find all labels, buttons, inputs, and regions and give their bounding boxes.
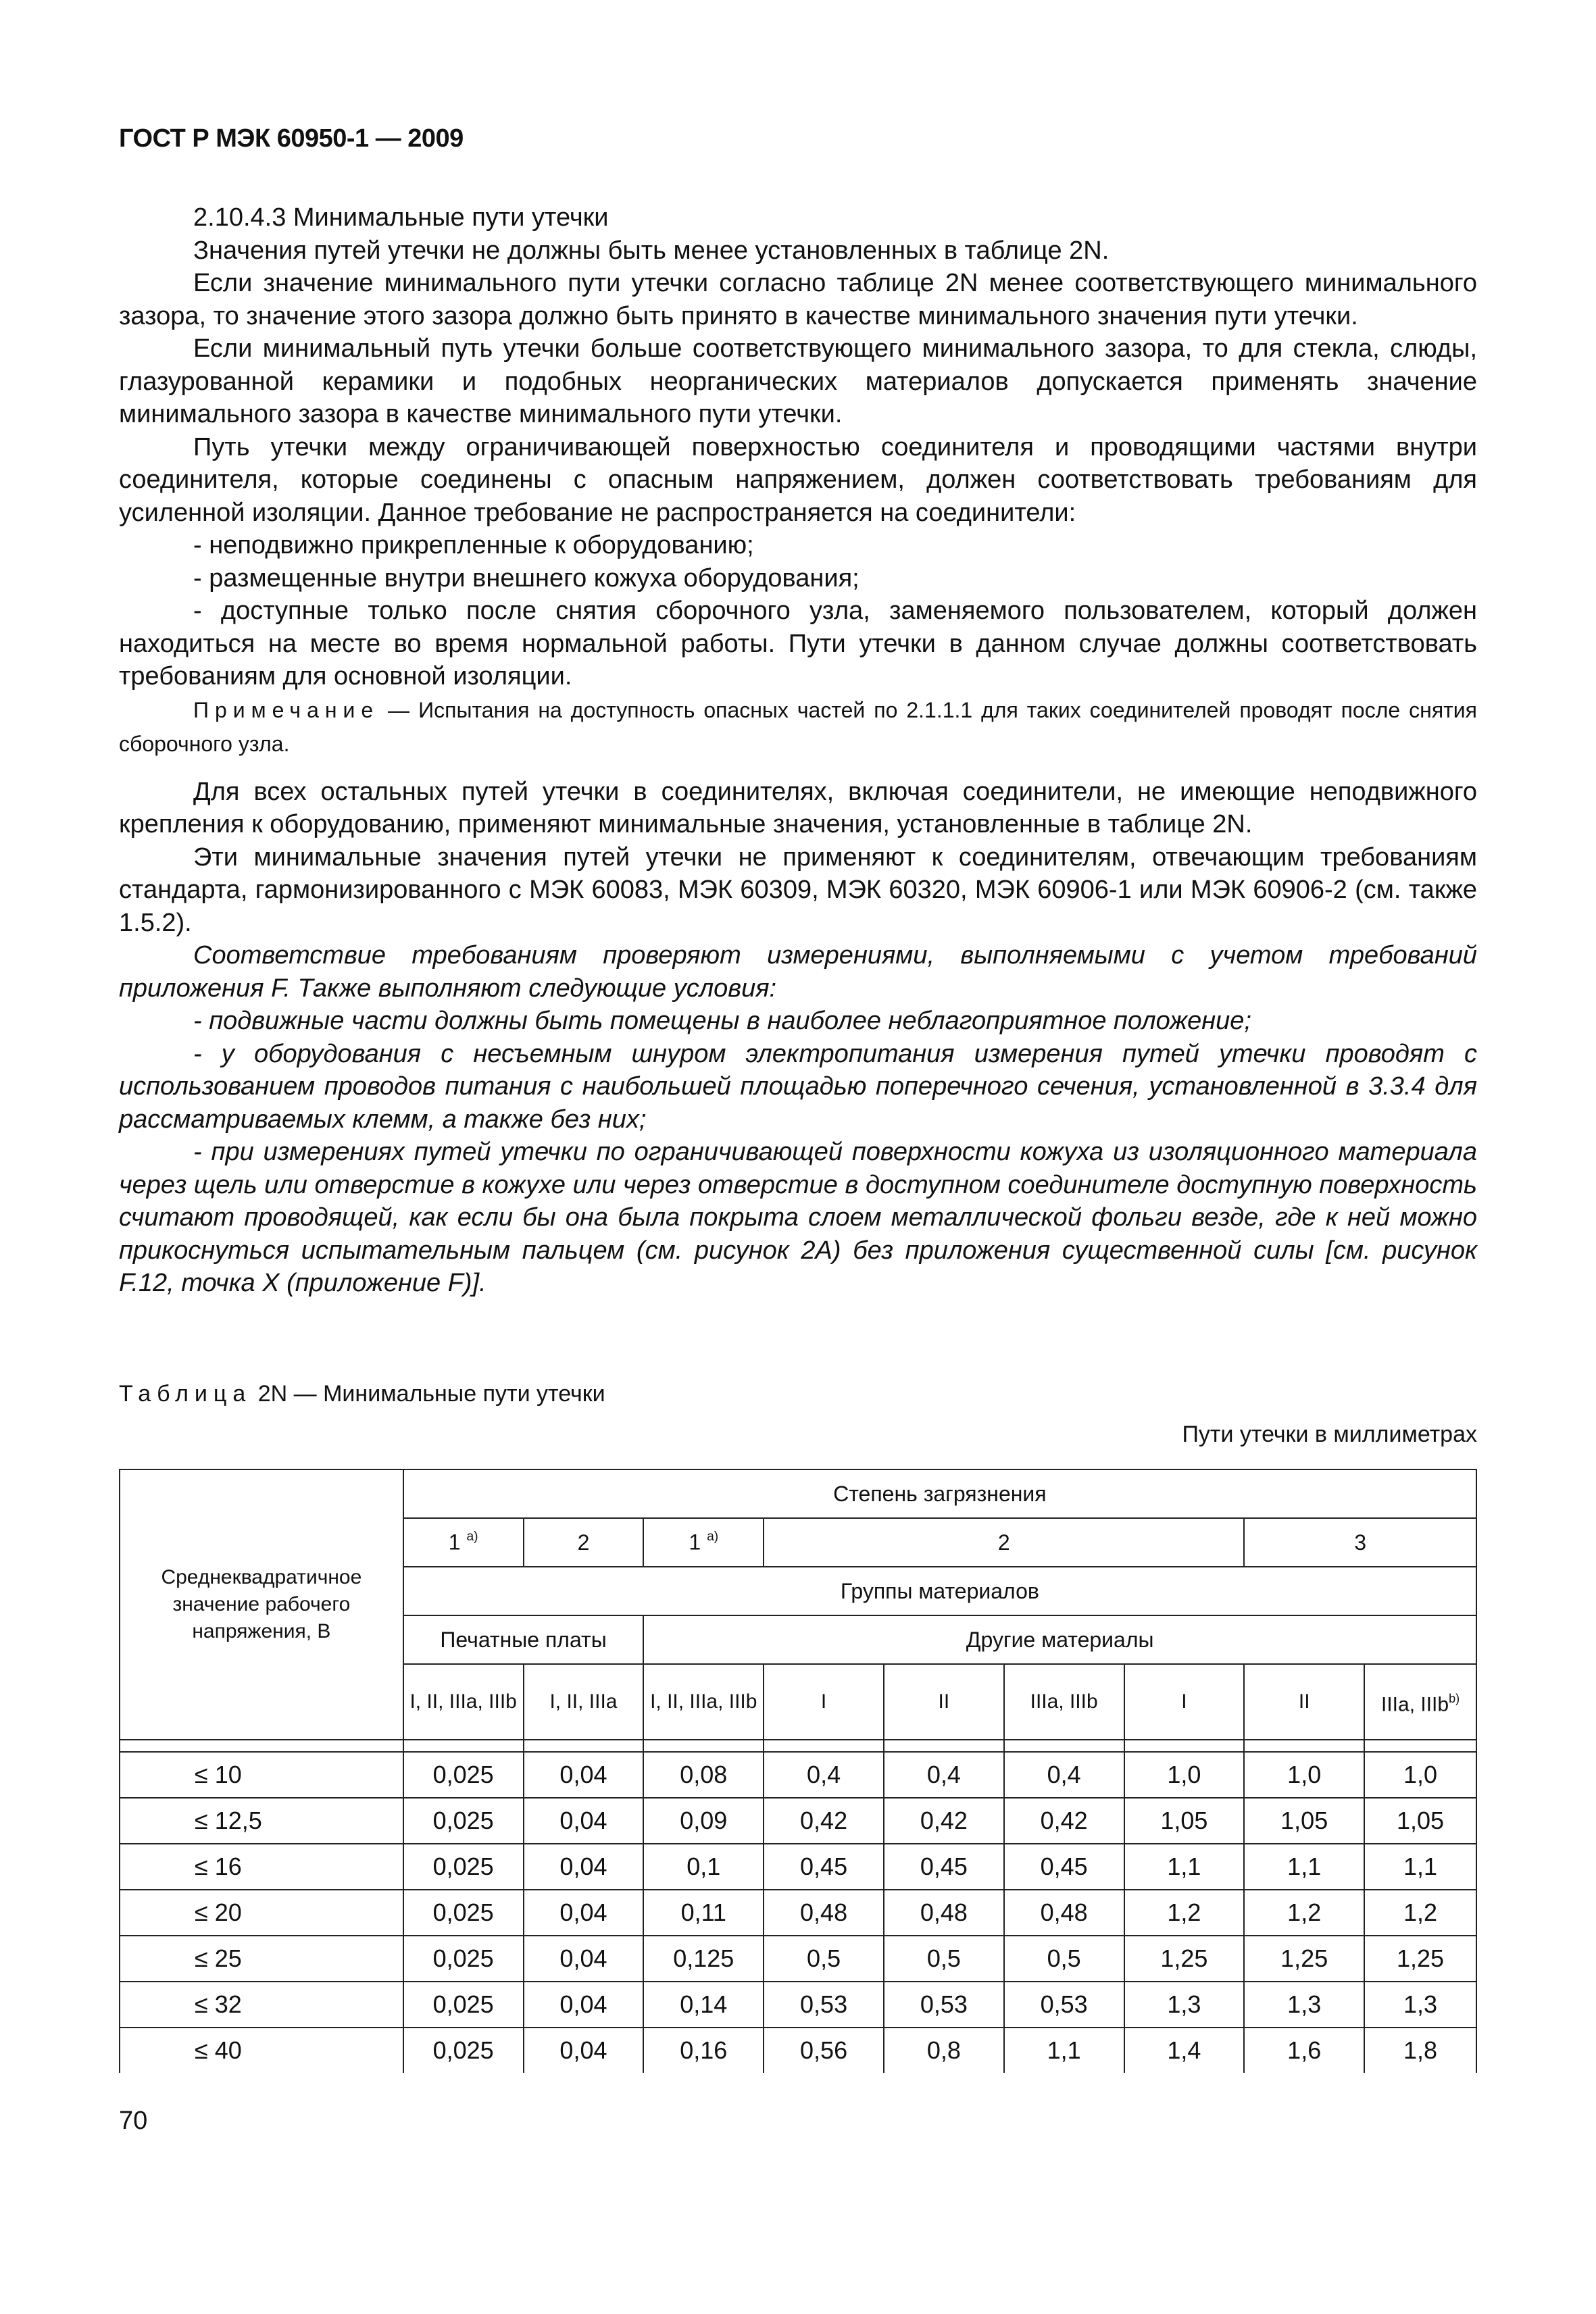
value-cell: 0,45 xyxy=(884,1844,1004,1890)
value-cell: 1,2 xyxy=(1364,1890,1476,1936)
value-cell: 0,11 xyxy=(643,1890,764,1936)
table-caption xyxy=(119,1381,605,1407)
table-row xyxy=(120,2028,1476,2073)
table-caption-label: Таблица xyxy=(119,1381,252,1407)
value-cell: 0,48 xyxy=(884,1890,1004,1936)
value-cell: 0,025 xyxy=(403,1982,524,2028)
paragraph: Для всех остальных путей утечки в соединителях, включая соединители, не имеющие неподвижного крепления к оборудованию, применяют минимальные значения, установленные в таблице 2N. xyxy=(119,777,1477,838)
value-cell: 1,1 xyxy=(1124,1844,1245,1890)
value-cell: 0,08 xyxy=(643,1752,764,1798)
value-cell: 0,1 xyxy=(643,1844,764,1890)
material-group: I xyxy=(764,1664,884,1740)
table-separator xyxy=(120,1740,1476,1752)
value-cell: 0,4 xyxy=(764,1752,884,1798)
value-cell: 1,25 xyxy=(1124,1936,1245,1982)
pollution-level: 1 $^{a)}$ xyxy=(643,1518,764,1567)
value-cell: 0,8 xyxy=(884,2028,1004,2073)
table-row xyxy=(120,1936,1476,1982)
value-cell: 1,05 xyxy=(1124,1798,1245,1844)
section-heading: 2.10.4.3 Минимальные пути утечки xyxy=(193,203,609,232)
value-cell: 1,1 xyxy=(1244,1844,1364,1890)
material-group: II xyxy=(1244,1664,1364,1740)
material-group: I xyxy=(1124,1664,1245,1740)
table-row xyxy=(120,1798,1476,1844)
value-cell: 1,0 xyxy=(1244,1752,1364,1798)
value-cell: 0,16 xyxy=(643,2028,764,2073)
table-row xyxy=(120,1982,1476,2028)
value-cell: 0,42 xyxy=(1004,1798,1124,1844)
value-cell: 0,48 xyxy=(764,1890,884,1936)
value-cell: 1,25 xyxy=(1244,1936,1364,1982)
value-cell: 0,04 xyxy=(524,1890,644,1936)
table-row xyxy=(120,1752,1476,1798)
value-cell: 0,125 xyxy=(643,1936,764,1982)
value-cell: 0,42 xyxy=(884,1798,1004,1844)
value-cell: 0,4 xyxy=(1004,1752,1124,1798)
value-cell: 1,0 xyxy=(1364,1752,1476,1798)
pollution-level: 2 xyxy=(524,1518,644,1567)
note-label: Примечание xyxy=(193,697,380,722)
voltage-cell: ≤ 10 xyxy=(120,1752,403,1798)
voltage-cell: ≤ 32 xyxy=(120,1982,403,2028)
value-cell: 1,05 xyxy=(1364,1798,1476,1844)
value-cell: 0,04 xyxy=(524,1752,644,1798)
value-cell: 1,1 xyxy=(1004,2028,1124,2073)
value-cell: 1,3 xyxy=(1244,1982,1364,2028)
value-cell: 0,04 xyxy=(524,1798,644,1844)
value-cell: 0,53 xyxy=(884,1982,1004,2028)
material-group: IIIa, IIIb$^{b)}$ xyxy=(1364,1664,1476,1740)
value-cell: 1,6 xyxy=(1244,2028,1364,2073)
document-header: ГОСТ Р МЭК 60950-1 — 2009 xyxy=(119,124,464,153)
table-header-row xyxy=(120,1469,1476,1518)
paragraph: Эти минимальные значения путей утечки не применяют к соединителям, отвечающим требованиям стандарта, гармонизированного с МЭК 60083, МЭК 60309, МЭК 60320, МЭК 60906-1 или МЭК 60906-2 (см. также 1.5.2). xyxy=(119,842,1477,937)
body-text xyxy=(119,201,1477,1300)
list-item: - размещенные внутри внешнего кожуха оборудования; xyxy=(193,563,859,593)
pollution-level: 2 xyxy=(764,1518,1244,1567)
value-cell: 0,45 xyxy=(1004,1844,1124,1890)
value-cell: 0,09 xyxy=(643,1798,764,1844)
table-caption-text: 2N — Минимальные пути утечки xyxy=(251,1381,605,1407)
value-cell: 0,04 xyxy=(524,1982,644,2028)
other-materials-header: Другие материалы xyxy=(643,1615,1476,1664)
value-cell: 0,04 xyxy=(524,1844,644,1890)
value-cell: 1,1 xyxy=(1364,1844,1476,1890)
list-item-italic: - подвижные части должны быть помещены в наиболее неблагоприятное положение; xyxy=(193,1007,1251,1035)
table-row xyxy=(120,1890,1476,1936)
pollution-level: 3 xyxy=(1244,1518,1476,1567)
value-cell: 0,025 xyxy=(403,2028,524,2073)
paragraph: Значения путей утечки не должны быть менее установленных в таблице 2N. xyxy=(193,236,1109,265)
value-cell: 0,5 xyxy=(884,1936,1004,1982)
value-cell: 1,3 xyxy=(1364,1982,1476,2028)
paragraph: Если минимальный путь утечки больше соответствующего минимального зазора, то для стекла, слюды, глазурованной керамики и подобных неорганических материалов допускается применять значение минимального зазора в качестве минимального пути утечки. xyxy=(119,334,1477,428)
value-cell: 0,48 xyxy=(1004,1890,1124,1936)
value-cell: 0,5 xyxy=(1004,1936,1124,1982)
list-item: - неподвижно прикрепленные к оборудованию; xyxy=(193,531,754,559)
voltage-cell: ≤ 25 xyxy=(120,1936,403,1982)
value-cell: 0,53 xyxy=(764,1982,884,2028)
pcb-header: Печатные платы xyxy=(403,1615,644,1664)
material-group: II xyxy=(884,1664,1004,1740)
value-cell: 0,025 xyxy=(403,1752,524,1798)
page-number: 70 xyxy=(119,2107,148,2135)
pollution-header: Степень загрязнения xyxy=(403,1469,1476,1518)
material-group: IIIa, IIIb xyxy=(1004,1664,1124,1740)
value-cell: 0,025 xyxy=(403,1890,524,1936)
material-group: I, II, IIIa xyxy=(524,1664,644,1740)
table-row xyxy=(120,1844,1476,1890)
value-cell: 0,56 xyxy=(764,2028,884,2073)
value-cell: 0,025 xyxy=(403,1798,524,1844)
value-cell: 0,025 xyxy=(403,1936,524,1982)
paragraph: Путь утечки между ограничивающей поверхностью соединителя и проводящими частями внутри соединителя, которые соединены с опасным напряжением, должен соответствовать требованиям для усиленной изоляции. Данное требование не распространяется на соединители: xyxy=(119,432,1477,527)
value-cell: 1,25 xyxy=(1364,1936,1476,1982)
value-cell: 1,8 xyxy=(1364,2028,1476,2073)
list-item-italic: - у оборудования с несъемным шнуром электропитания измерения путей утечки проводят с использованием проводов питания с наибольшей площадью поперечного сечения, установленной в 3.3.4 для рассматриваемых клемм, а также без них; xyxy=(119,1039,1477,1134)
value-cell: 1,05 xyxy=(1244,1798,1364,1844)
list-item-italic: - при измерениях путей утечки по ограничивающей поверхности кожуха из изоляционного материала через щель или отверстие в кожухе или через отверстие в доступном соединителе доступную поверхность считают проводящей, как если бы она была покрыта слоем металлической фольги везде, где к ней можно прикоснуться испытательным пальцем (см. рисунок 2А) без приложения существенной силы [см. рисунок F.12, точка X (приложение F)]. xyxy=(119,1138,1477,1297)
paragraph: Если значение минимального пути утечки согласно таблице 2N менее соответствующего минимального зазора, то значение этого зазора должно быть принято в качестве минимального значения пути утечки. xyxy=(119,269,1477,330)
value-cell: 0,42 xyxy=(764,1798,884,1844)
value-cell: 1,4 xyxy=(1124,2028,1245,2073)
value-cell: 0,14 xyxy=(643,1982,764,2028)
material-group: I, II, IIIa, IIIb xyxy=(403,1664,524,1740)
pollution-level: 1 $^{a)}$ xyxy=(403,1518,524,1567)
voltage-cell: ≤ 20 xyxy=(120,1890,403,1936)
voltage-header: Среднеквадратичное значение рабочего напряжения, В xyxy=(120,1469,403,1740)
voltage-cell: ≤ 12,5 xyxy=(120,1798,403,1844)
value-cell: 1,2 xyxy=(1124,1890,1245,1936)
value-cell: 0,5 xyxy=(764,1936,884,1982)
table-body xyxy=(120,1752,1476,2073)
value-cell: 0,4 xyxy=(884,1752,1004,1798)
value-cell: 1,2 xyxy=(1244,1890,1364,1936)
value-cell: 0,04 xyxy=(524,2028,644,2073)
creepage-table xyxy=(119,1469,1477,2073)
material-group: I, II, IIIa, IIIb xyxy=(643,1664,764,1740)
value-cell: 1,0 xyxy=(1124,1752,1245,1798)
voltage-cell: ≤ 40 xyxy=(120,2028,403,2073)
value-cell: 0,45 xyxy=(764,1844,884,1890)
value-cell: 0,53 xyxy=(1004,1982,1124,2028)
value-cell: 1,3 xyxy=(1124,1982,1245,2028)
note xyxy=(119,693,1477,761)
voltage-cell: ≤ 16 xyxy=(120,1844,403,1890)
value-cell: 0,025 xyxy=(403,1844,524,1890)
list-item: - доступные только после снятия сборочного узла, заменяемого пользователем, который должен находиться на месте во время нормальной работы. Пути утечки в данном случае должны соответствовать требованиям для основной изоляции. xyxy=(119,597,1477,690)
paragraph-italic: Соответствие требованиям проверяют измерениями, выполняемыми с учетом требований приложения F. Также выполняют следующие условия: xyxy=(119,941,1477,1003)
table-units: Пути утечки в миллиметрах xyxy=(1182,1422,1477,1447)
material-groups-header: Группы материалов xyxy=(403,1567,1476,1615)
note-text: — Испытания на доступность опасных частей по 2.1.1.1 для таких соединителей проводят после снятия сборочного узла. xyxy=(119,697,1477,756)
value-cell: 0,04 xyxy=(524,1936,644,1982)
